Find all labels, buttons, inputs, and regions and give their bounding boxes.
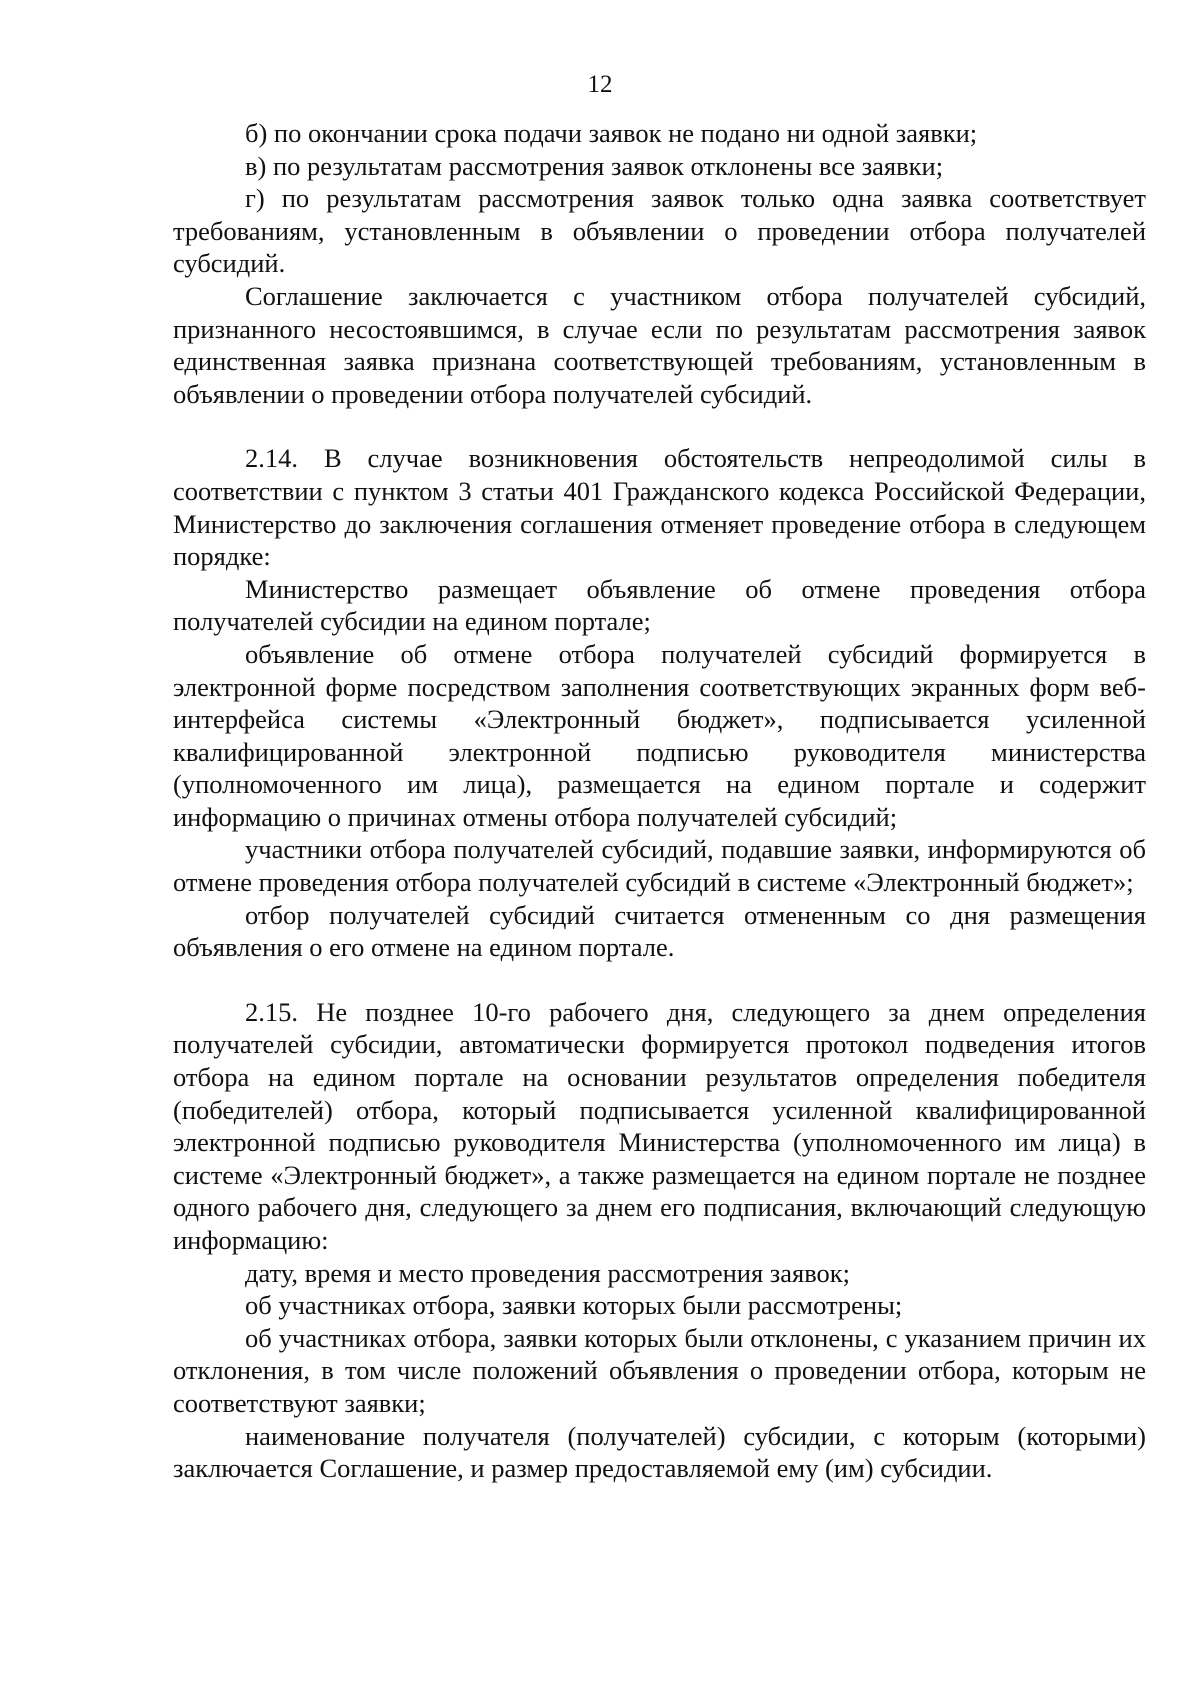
section-2-14: 2.14. В случае возникновения обстоятельств непреодолимой силы в соответствии с пунктом 3 статьи 401 Гражданского кодекса Российской Федерации, Министерство до заключения соглашения отменяет проведение отбора в следующем порядке: xyxy=(173,443,1146,572)
list-item-date-time-place: дату, время и место проведения рассмотрения заявок; xyxy=(245,1257,851,1288)
paragraph-participants-informed: участники отбора получателей субсидий, подавшие заявки, информируются об отмене проведения отбора получателей субсидий в системе «Электронный бюджет»; xyxy=(173,834,1146,898)
list-item-reviewed-participants: об участниках отбора, заявки которых были рассмотрены; xyxy=(245,1290,903,1321)
list-item-rejected-participants: об участниках отбора, заявки которых были отклонены, с указанием причин их отклонения, в том числе положений объявления о проведении отбора, которым не соответствуют заявки; xyxy=(173,1322,1146,1418)
paragraph-agreement: Соглашение заключается с участником отбора получателей субсидий, признанного несостоявшимся, в случае если по результатам рассмотрения заявок единственная заявка признана соответствующей требованиям, установленным в объявлении о проведении отбора получателей субсидий. xyxy=(173,280,1146,409)
page-number: 12 xyxy=(587,71,613,98)
paragraph-announcement-form: объявление об отмене отбора получателей субсидий формируется в электронной форме посредством заполнения соответствующих экранных форм веб-интерфейса системы «Электронный бюджет», подписывается усиленной квалифицированной электронной подписью руководителя министерства (уполномоченного им лица), размещается на едином портале и содержит информацию о причинах отмены отбора получателей субсидий; xyxy=(173,638,1146,832)
section-2-15: 2.15. Не позднее 10-го рабочего дня, следующего за днем определения получателей субсидии, автоматически формируется протокол подведения итогов отбора на едином портале на основании результатов определения победителя (победителей) отбора, который подписывается усиленной квалифицированной электронной подписью руководителя Министерства (уполномоченного им лица) в системе «Электронный бюджет», а также размещается на едином портале не позднее одного рабочего дня, следующего за днем его подписания, включающий следующую информацию: xyxy=(173,996,1146,1255)
list-item-recipient-name: наименование получателя (получателей) субсидии, с которым (которыми) заключается Соглашение, и размер предоставляемой ему (им) субсидии. xyxy=(173,1420,1146,1484)
paragraph-announcement: Министерство размещает объявление об отмене проведения отбора получателей субсидии на едином портале; xyxy=(173,573,1146,637)
document-body xyxy=(173,117,1146,1485)
list-item-b: б) по окончании срока подачи заявок не подано ни одной заявки; xyxy=(245,118,978,148)
paragraph-selection-cancelled: отбор получателей субсидий считается отмененным со дня размещения объявления о его отмене на едином портале. xyxy=(173,899,1146,963)
list-item-v: в) по результатам рассмотрения заявок отклонены все заявки; xyxy=(245,150,944,181)
list-item-g: г) по результатам рассмотрения заявок только одна заявка соответствует требованиям, установленным в объявлении о проведении отбора получателей субсидий. xyxy=(173,183,1146,279)
